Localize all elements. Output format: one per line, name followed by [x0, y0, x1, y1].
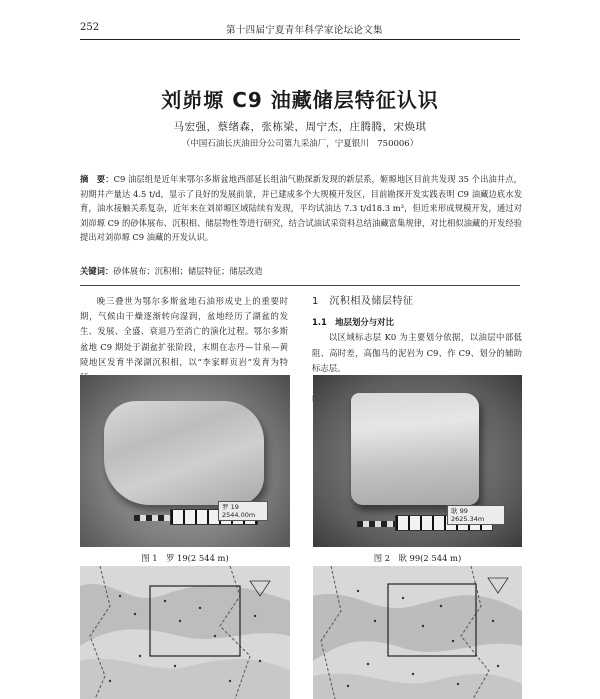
sample-depth: 2544.00m: [222, 511, 256, 519]
map-graphic: [313, 566, 522, 699]
header-divider: [80, 39, 520, 40]
abstract-text: C9 油层组是近年来鄂尔多斯盆地西部延长组油气勘探新发现的新层系，姬塬地区目前共发现 35 个出油井点，初期井产量达 4.5 t/d，显示了良好的发展前景，并已建成多个大规模开发区，目前勘探开发实践表明 C9 油藏边底水发育，油水接触关系复杂，近年来在刘峁塬区域陆续有发现，平均试油达 7.3 t/d18.3 m³，但近来形成规模开发，通过对刘峁塬 C9 的砂体展布、沉积相、储层物性等进行研究，结合试油试采资料总结油藏富集规律，对比相似油藏的开发经验提出对刘峁塬 C9 油藏的开发认识。: [80, 174, 522, 243]
scale-bar: [357, 521, 397, 527]
affiliation: （中国石油长庆油田分公司第九采油厂，宁夏银川 750006）: [181, 139, 419, 149]
sample-label-card: [447, 505, 505, 525]
keywords-text: 砂体展布；沉积相；储层特征；储层改造: [113, 266, 263, 276]
sand-body-map: [80, 566, 290, 699]
section-heading: 1 沉积相及储层特征: [312, 296, 414, 307]
core-sample-rock: [351, 393, 479, 505]
sand-body-map: [313, 566, 522, 699]
sample-well: 罗 19: [222, 503, 239, 511]
core-sample-photo: [313, 375, 522, 547]
sample-well: 耿 99: [451, 507, 468, 515]
figure-caption: 图 2 耿 99(2 544 m): [373, 553, 462, 563]
author-list: 马宏强，蔡绪森，张栋梁，周宁杰，庄腾腾，宋焕琪: [173, 121, 427, 133]
core-sample-photo: [80, 375, 290, 547]
map-graphic: [80, 566, 290, 699]
figure-caption: 图 1 罗 19(2 544 m): [141, 553, 229, 563]
core-sample-rock: [104, 401, 264, 505]
running-header: 第十四届宁夏青年科学家论坛论文集: [226, 25, 383, 36]
page-number: 252: [80, 22, 100, 33]
subsection-heading: 1.1 地层划分与对比: [312, 317, 394, 328]
sample-label-card: [218, 501, 268, 521]
sample-depth: 2625.34m: [451, 515, 485, 523]
abstract: [80, 172, 522, 245]
abstract-label: 摘 要：: [80, 174, 114, 184]
body-paragraph: 以区域标志层 K0 为主要划分依据，以油层中部低阻、高时差，高伽马的泥岩为 C9、作 C9、划分的辅助标志层。: [312, 332, 522, 373]
keywords-label: 关键词：: [80, 266, 114, 276]
scale-bar: [134, 515, 174, 521]
article-title: 刘峁塬 C9 油藏储层特征认识: [161, 88, 439, 112]
body-paragraph: 晚三叠世为鄂尔多斯盆地石油形成史上的重要时期，气候由干燥逐渐转向湿润，盆地经历了湖盆的发生、发展、全盛、衰退乃至消亡的演化过程。鄂尔多斯盆地 C9 期处于湖盆扩张阶段，末期在志丹—甘泉—黄陵地区发育半深湖沉积相，以“李家畔页岩”发育为特: [80, 296, 288, 367]
section-divider: [80, 285, 520, 286]
keywords: [80, 264, 522, 278]
